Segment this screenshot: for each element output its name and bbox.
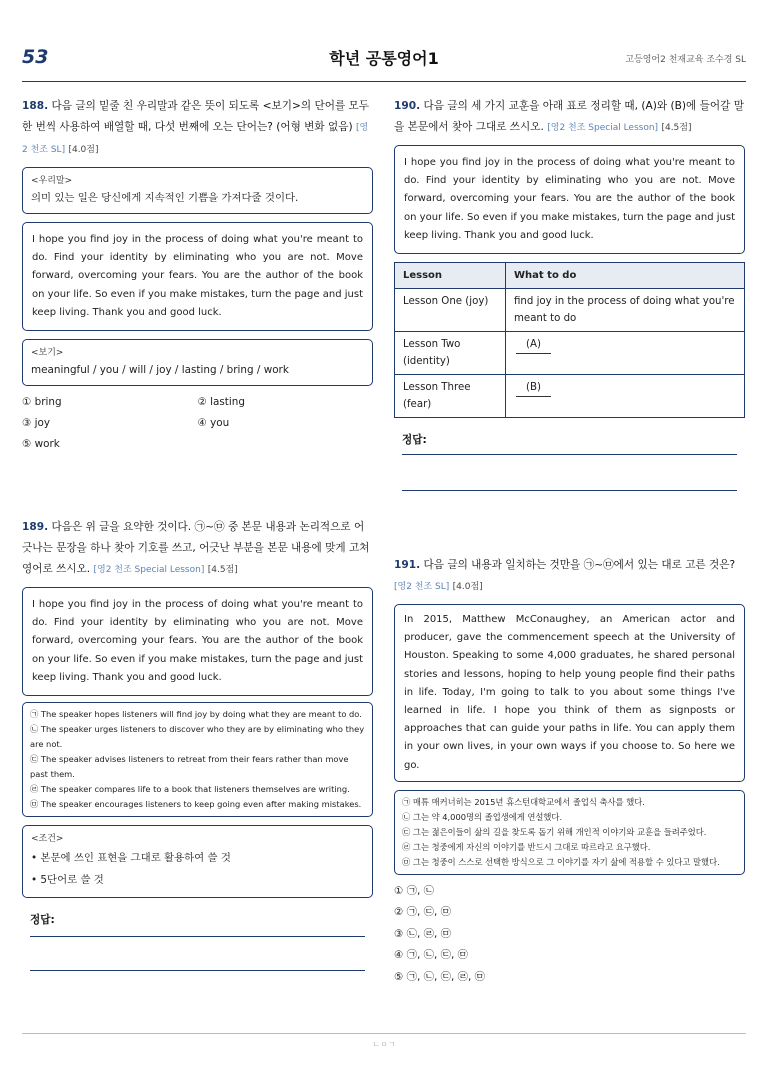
table-header: What to do (506, 263, 745, 289)
statement-1: ㉠ The speaker hopes listeners will find joy by doing what they are meant to do. (30, 709, 362, 720)
question-prompt (394, 555, 745, 598)
answer-line-2[interactable] (402, 490, 737, 491)
table-cell (506, 375, 745, 418)
question-189 (22, 517, 373, 974)
table-header-row (395, 263, 745, 289)
condition-2: • 5단어로 쓸 것 (31, 874, 104, 887)
statements-box (394, 790, 745, 875)
option-1[interactable]: ① ㉠, ㉡ (394, 884, 435, 897)
question-points: [4.5점] (207, 565, 238, 575)
answer-line-1[interactable] (30, 936, 365, 937)
question-188 (22, 96, 373, 455)
condition-1: • 본문에 쓰인 표현을 그대로 활용하여 쓸 것 (31, 852, 231, 865)
table-cell: Lesson Two (identity) (395, 332, 506, 375)
passage-box: I hope you find joy in the process of doing what you're meant to do. Find your identity by eliminating who you are not. Move forward, overcoming your fears. You are the author of the book on your life. So even if you make mistakes, turn the page and just keep living. Thank you and good luck. (22, 587, 373, 696)
option-1[interactable]: ① bring (22, 396, 62, 409)
passage-box: I hope you find joy in the process of doing what you're meant to do. Find your identity by eliminating who you are not. Move forward, overcoming your fears. You are the author of the book on your life. So even if you make mistakes, turn the page and just keep living. Thank you and good luck. (22, 222, 373, 331)
korean-box (22, 167, 373, 214)
answer-options (22, 392, 373, 455)
table-cell: Lesson One (joy) (395, 289, 506, 332)
answer-label: 정답: (402, 434, 427, 447)
answer-line-1[interactable] (402, 454, 737, 455)
question-tag: [영2 천조 SL] (22, 123, 369, 155)
option-2[interactable]: ② lasting (197, 396, 245, 409)
table-cell: Lesson Three (fear) (395, 375, 506, 418)
statements-box (22, 702, 373, 817)
option-5[interactable]: ⑤ ㉠, ㉡, ㉢, ㉣, ㉤ (394, 970, 485, 983)
question-prompt (394, 96, 745, 139)
bogi-box (22, 339, 373, 386)
condition-label: <조건> (31, 834, 64, 845)
table-cell (506, 332, 745, 375)
header-meta: 고등영어2 천재교육 조수경 SL (625, 55, 746, 65)
question-text: 다음 글의 내용과 일치하는 것만을 ㉠~㉤에서 있는 대로 고른 것은? (423, 559, 736, 571)
lesson-table (394, 262, 745, 418)
answer-line-2[interactable] (30, 970, 365, 971)
option-4[interactable]: ④ ㉠, ㉡, ㉢, ㉤ (394, 949, 468, 962)
page-number: 53 (22, 46, 49, 68)
korean-text: 의미 있는 일은 당신에게 지속적인 기쁨을 가져다줄 것이다. (31, 192, 299, 204)
question-points: [4.0점] (452, 582, 483, 592)
option-2[interactable]: ② ㉠, ㉢, ㉤ (394, 906, 452, 919)
bogi-label: <보기> (31, 348, 64, 359)
footer-divider (22, 1033, 746, 1034)
option-4[interactable]: ④ you (197, 417, 230, 430)
footer-mark: ㄴㅇㄱ (372, 1040, 396, 1049)
page-title: 학년 공통영어1 (329, 49, 439, 68)
passage-box: I hope you find joy in the process of doing what you're meant to do. Find your identity by eliminating who you are not. Move forward, overcoming your fears. You are the author of the book on your life. So even if you make mistakes, turn the page and just keep living. Thank you and good luck. (394, 145, 745, 254)
statement-2: ㉡ The speaker urges listeners to discover who they are by eliminating who they are not. (30, 724, 365, 750)
option-5[interactable]: ⑤ work (22, 438, 60, 451)
statement-5: ㉤ The speaker encourages listeners to keep going even after making mistakes. (30, 799, 362, 810)
bogi-text: meaningful / you / will / joy / lasting / bring / work (31, 364, 289, 377)
question-tag: [영2 천조 Special Lesson] (547, 123, 659, 133)
question-text: 다음은 위 글을 요약한 것이다. ㉠~㉤ 중 본문 내용과 논리적으로 어긋나는 문장을 하나 찾아 기호를 쓰고, 어긋난 부분을 본문 내용에 맞게 고쳐 영어로 쓰시오. (22, 521, 370, 575)
korean-label: <우리말> (31, 176, 73, 186)
statement-4: ㉣ 그는 청중에게 자신의 이야기를 반드시 그대로 따르라고 요구했다. (402, 841, 651, 852)
passage-box: In 2015, Matthew McConaughey, an American actor and producer, gave the commencement speech at the University of Houston. Speaking to some 4,000 graduates, he shared personal stories and lessons, hoping to help young people find their paths in life. Today, I'm going to talk to you about some things I've learned in life. I hope you think of them as signposts or approaches that can guide your paths in life. You can apply them in your own lives, in your own ways if you choose to. So here we go. (394, 604, 745, 782)
table-row (395, 332, 745, 375)
question-text: 다음 글의 세 가지 교훈을 아래 표로 정리할 때, (A)와 (B)에 들어갈 말을 본문에서 찾아 그대로 쓰시오. (394, 100, 744, 133)
table-row (395, 289, 745, 332)
statement-5: ㉤ 그는 청중이 스스로 선택한 방식으로 그 이야기를 자기 삶에 적용할 수 있다고 말했다. (402, 856, 720, 867)
question-190 (394, 96, 745, 492)
question-prompt (22, 96, 373, 161)
table-cell: find joy in the process of doing what you're meant to do (506, 289, 745, 332)
answer-options (394, 881, 745, 989)
option-3[interactable]: ③ joy (22, 417, 51, 430)
blank-a: (A) (516, 336, 551, 354)
answer-area (394, 432, 745, 492)
statement-1: ㉠ 매튜 매커너히는 2015년 휴스턴대학교에서 졸업식 축사를 했다. (402, 796, 645, 807)
option-3[interactable]: ③ ㉡, ㉣, ㉤ (394, 927, 452, 940)
answer-label: 정답: (30, 914, 55, 927)
page-header (22, 42, 746, 82)
question-text: 다음 글의 밑줄 친 우리말과 같은 뜻이 되도록 <보기>의 단어를 모두 한 번씩 사용하여 배열할 때, 다섯 번째에 오는 단어는? (어형 변화 없음) (22, 100, 370, 133)
blank-b: (B) (516, 379, 551, 397)
table-row (395, 375, 745, 418)
question-tag: [영2 천조 SL] (394, 582, 450, 592)
statement-2: ㉡ 그는 약 4,000명의 졸업생에게 연설했다. (402, 811, 563, 822)
table-header: Lesson (395, 263, 506, 289)
question-number: 189. (22, 521, 49, 533)
question-number: 190. (394, 100, 421, 112)
question-points: [4.0점] (68, 145, 99, 155)
statement-3: ㉢ 그는 젊은이들이 삶의 길을 찾도록 돕기 위해 개인적 이야기와 교훈을 들려주었다. (402, 826, 707, 837)
statement-3: ㉢ The speaker advises listeners to retreat from their fears rather than move past them. (30, 754, 349, 780)
statement-4: ㉣ The speaker compares life to a book that listeners themselves are writing. (30, 784, 350, 795)
answer-area (22, 912, 373, 974)
condition-box (22, 825, 373, 898)
question-number: 191. (394, 559, 421, 571)
question-number: 188. (22, 100, 49, 112)
question-191 (394, 555, 745, 988)
question-prompt (22, 517, 373, 581)
question-tag: [영2 천조 Special Lesson] (93, 565, 205, 575)
question-points: [4.5점] (661, 123, 692, 133)
